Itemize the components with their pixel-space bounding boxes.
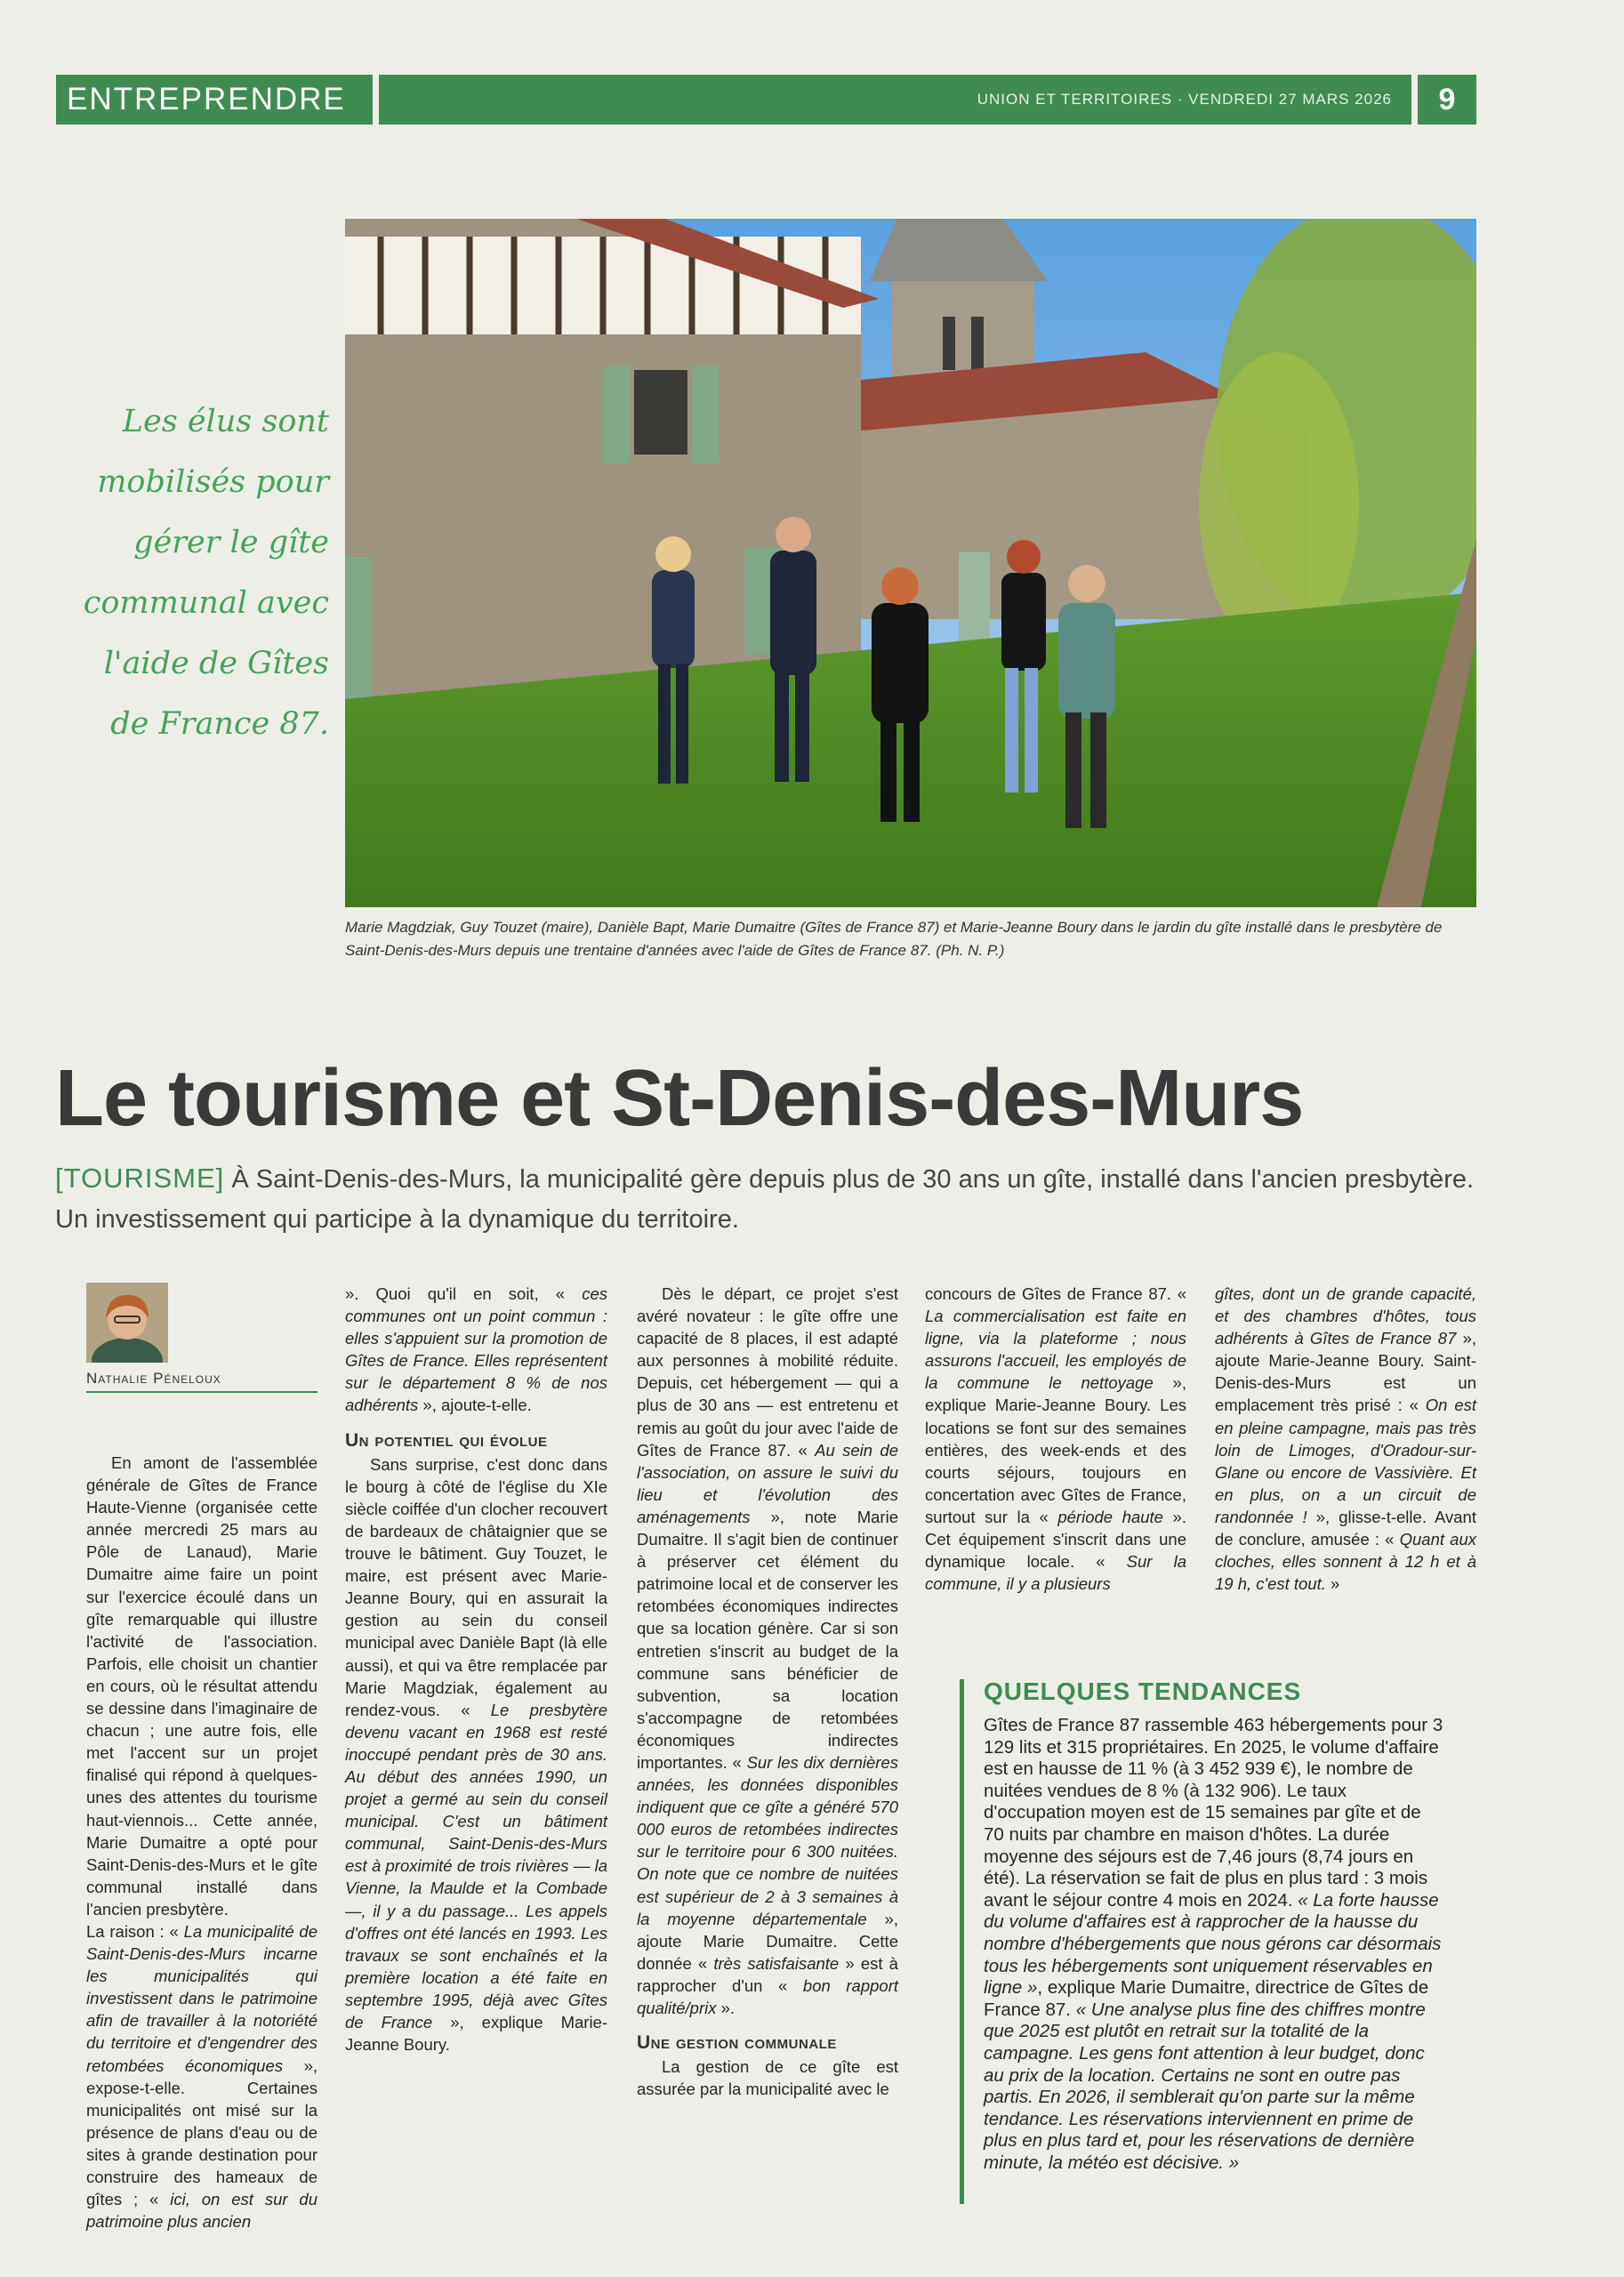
photo-caption: Marie Magdziak, Guy Touzet (maire), Danièle Bapt, Marie Dumaitre (Gîtes de France 87) et Marie-Jeanne Boury dans le jardin du gîte installé dans le presbytère de Saint-Denis-des-Murs depuis une trentaine d'années avec l'aide de Gîtes de France 87. (Ph. N. P.) xyxy=(345,919,1443,959)
sidebar-title: QUELQUES TENDANCES xyxy=(984,1678,1302,1705)
sidebar-text: Gîtes de France 87 rassemble 463 hébergements pour 3 129 lits et 315 propriétaires. En 2025, le volume d'affaire est en hausse de 11 % (à 3 452 939 €), le nombre de nuitées vendues de 8 % (à 132 906). Le taux d'occupation moyen est de 15 semaines par gîte et de 70 nuits par chambre en maison d'hôtes. La durée moyenne des séjours est de 7,46 jours (8,74 jours en été). La réservation se fait de plus en plus tard : 3 mois avant le séjour contre 4 mois en 2024. « La forte hausse du volume d'affaires est à rapprocher de la hausse du nombre d'hébergements que nous gérons car désormais tous les hébergements sont uniquement réservables en ligne », explique Marie Dumaitre, directrice de Gîtes de France 87. « Une analyse plus fine des chiffres montre que 2025 est plutôt en retrait sur la totalité de la campagne. Les gens font attention à leur budget, donc au prix de la location. Certains ne sont en outre pas partis. En 2026, il semblerait qu'on parte sur la même tendance. Les réservations interviennent en prime de plus en plus tard et, pour les réservations de dernière minute, la météo est décisive. » xyxy=(984,1715,1443,2173)
paragraph: En amont de l'assemblée générale de Gîtes de France Haute-Vienne (organisée cette année mercredi 25 mars au Pôle de Lanaud), Marie Dumaitre aime faire un point sur l'exercice écoulé dans un gîte remarquable qui illustre l'activité de l'association. Parfois, elle choisit un chantier en cours, où le résultat attendu se dessine dans l'imaginaire de chacun ; une autre fois, elle met l'accent sur un projet finalisé qui répond à quelques-unes des attentes du tourisme haut-viennois... Cette année, Marie Dumaitre a opté pour Saint-Denis-des-Murs et le gîte communal installé dans l'ancien presbytère. xyxy=(86,1453,318,1919)
sidebar-rule xyxy=(960,1679,964,2204)
article-column-2 xyxy=(345,1283,607,2056)
article-title: Le tourisme et St-Denis-des-Murs xyxy=(55,1054,1304,1143)
paragraph: La raison : « La municipalité de Saint-Denis-des-Murs incarne les municipalités qui investissent dans le patrimoine afin de travailler à la notoriété du territoire et d'engendrer des retombées économiques », expose-t-elle. Certaines municipalités ont misé sur la présence de plans d'eau ou de sites à grande destination pour construire des hameaux de gîtes ; « ici, on est sur du patrimoine plus ancien xyxy=(86,1921,318,2232)
publication-line: UNION ET TERRITOIRES · VENDREDI 27 MARS 2026 xyxy=(379,75,1411,125)
article-column-3 xyxy=(637,1283,898,2100)
photo-illustration xyxy=(345,219,1476,907)
author-name: Nathalie Péneloux xyxy=(86,1370,318,1393)
pull-quote: Les élus sont mobilisés pour gérer le gîte communal avec l'aide de Gîtes de France 87. xyxy=(83,404,329,742)
article-column-5 xyxy=(1215,1283,1476,1595)
page-number: 9 xyxy=(1418,75,1476,125)
article-photo xyxy=(345,219,1476,907)
section-label: ENTREPRENDRE xyxy=(56,75,373,125)
paragraph: Sans surprise, c'est donc dans le bourg à côté de l'église du XIe siècle coiffée d'un clocher recouvert de bardeaux de châtaignier que se trouve le bâtiment. Guy Touzet, le maire, est présent avec Marie-Jeanne Boury, qui en assurait la gestion au sein du conseil municipal avec Danièle Bapt (là elle aussi), et qui va être remplacée par Marie Magdziak, également au rendez-vous. « Le presbytère devenu vacant en 1968 est resté inoccupé pendant près de 30 ans. Au début des années 1990, un projet a germé au sein du conseil municipal. C'est un bâtiment communal, Saint-Denis-des-Murs est à proximité de trois rivières — la Vienne, la Maulde et la Combade —, il y a du passage... Les appels d'offres ont été lancés en 1993. Les travaux se sont enchaînés et la première location a été faite en septembre 1995, déjà avec Gîtes de France », explique Marie-Jeanne Boury. xyxy=(345,1454,608,2055)
article-column-1 xyxy=(86,1452,318,2233)
author-avatar xyxy=(86,1283,168,1363)
paragraph: La gestion de ce gîte est assurée par la municipalité avec le xyxy=(637,2057,898,2099)
paragraph: ». Quoi qu'il en soit, « ces communes ont un point commun : elles s'appuient sur la promotion de Gîtes de France. Elles représentent sur le département 8 % de nos adhérents », ajoute-t-elle. xyxy=(345,1284,607,1415)
paragraph: Dès le départ, ce projet s'est avéré novateur : le gîte offre une capacité de 8 places, il est adapté aux personnes à mobilité réduite. Depuis, cet hébergement — qui a plus de 30 ans — est entretenu et remis au goût du jour avec l'aide de Gîtes de France 87. « Au sein de l'association, on assure le suivi du lieu et l'évolution des aménagements », note Marie Dumaitre. Il s'agit bien de continuer à préserver cet élément du patrimoine local et de conserver les retombées économiques indirectes que sa location génère. Car si son entretien s'inscrit au budget de la commune sans bénéficier de subvention, sa location s'accompagne de retombées économiques indirectes importantes. « Sur les dix dernières années, les données disponibles indiquent que ce gîte a généré 570 000 euros de retombées indirectes sur le territoire pour 6 300 nuitées. On note que ce nombre de nuitées est supérieur de 2 à 3 semaines à la moyenne départementale », ajoute Marie Dumaitre. Cette donnée « très satisfaisante » est à rapprocher d'un « bon rapport qualité/prix ». xyxy=(637,1284,898,2017)
paragraph: concours de Gîtes de France 87. « La commercialisation est faite en ligne, via la plateforme ; nous assurons l'accueil, les employés de la commune le nettoyage », explique Marie-Jeanne Boury. Les locations se font sur des semaines entières, des week-ends et des courts séjours, toujours en concertation avec Gîtes de France, surtout sur la « période haute ». Cet équipement s'inscrit dans une dynamique locale. « Sur la commune, il y a plusieurs xyxy=(925,1284,1186,1594)
article-column-4 xyxy=(925,1283,1186,1595)
subheading: Un potentiel qui évolue xyxy=(345,1429,548,1451)
subheading: Une gestion communale xyxy=(637,2032,837,2054)
paragraph: gîtes, dont un de grande capacité, et des chambres d'hôtes, tous adhérents à Gîtes de France 87 », ajoute Marie-Jeanne Boury. Saint-Denis-des-Murs est un emplacement très prisé : « On est en pleine campagne, mais pas très loin de Limoges, d'Oradour-sur-Glane ou encore de Vassivière. Et en plus, on a un circuit de randonnée ! », glisse-t-elle. Avant de conclure, amusée : « Quant aux cloches, elles sonnent à 12 h et à 19 h, c'est tout. » xyxy=(1215,1284,1477,1594)
article-kicker: [TOURISME] xyxy=(55,1163,225,1194)
article-standfirst xyxy=(55,1158,1478,1240)
standfirst-text: À Saint-Denis-des-Murs, la municipalité gère depuis plus de 30 ans un gîte, installé dans l'ancien presbytère. Un investissement qui participe à la dynamique du territoire. xyxy=(55,1165,1475,1234)
